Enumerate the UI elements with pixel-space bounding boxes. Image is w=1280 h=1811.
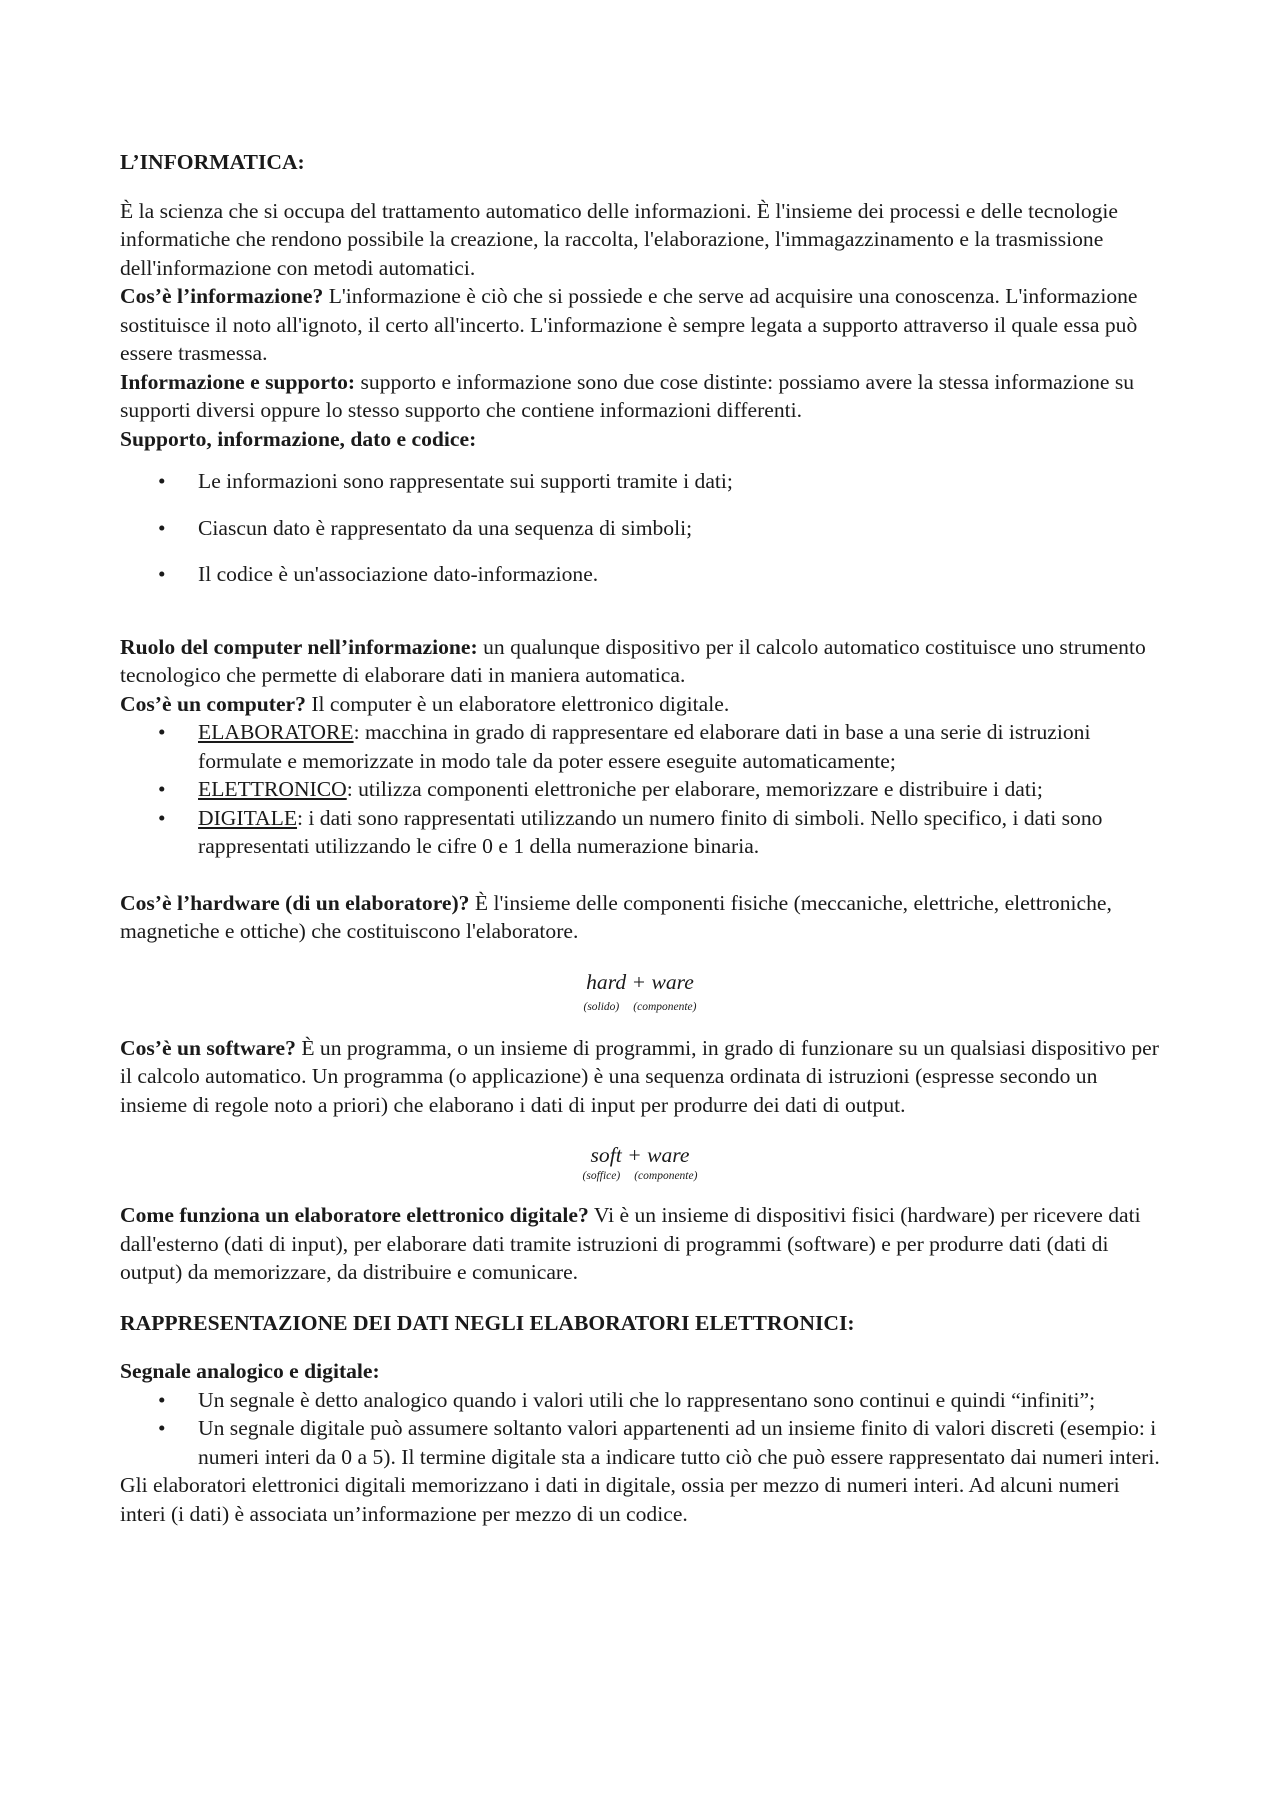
label-hardware: Cos’è l’hardware (di un elaboratore)? [120,890,470,915]
term-elettronico: ELETTRONICO [198,777,347,801]
intro-paragraph: È la scienza che si occupa del trattamento automatico delle informazioni. È l'insieme dei processi e delle tecnologie informatiche che rendono possibile la creazione, la raccolta, l'elaborazione, l'immagazzinamento e la trasmissione dell'informazione con metodi automatici. [120,198,1119,280]
paragraph-funzionamento [120,1201,1160,1287]
gloss-soffice: (soffice) [582,1170,621,1182]
list-item: • Ciascun dato è rappresentato da una sequenza di simboli; [120,514,1160,543]
list-item: • Le informazioni sono rappresentate sui supporti tramite i dati; [120,467,1160,496]
def-elaboratore: : macchina in grado di rappresentare ed elaborare dati in base a una serie di istruzioni formulate e memorizzate in modo tale da poter essere eseguite automaticamente; [198,720,1091,773]
list-item [120,775,1160,804]
label-informazione: Cos’è l’informazione? [120,284,324,308]
paragraph-software [120,1034,1160,1120]
label-segnale: Segnale analogico e digitale: [120,1359,380,1383]
list-item [120,718,1160,775]
text-funzionamento: Vi è un insieme di dispositivi fisici (hardware) per ricevere dati dall'esterno (dati di input), per elaborare dati tramite istruzioni di programmi (software) e per produrre dati (dati di output) da memorizzare, da distribuire e comunicare. [120,1203,1141,1284]
label-dato-codice: Supporto, informazione, dato e codice: [120,426,477,451]
text-informazione: L'informazione è ciò che si possiede e che serve ad acquisire una conoscenza. L'informazione sostituisce il noto all'ignoto, il certo all'incerto. L'informazione è sempre legata a supporto attraverso il quale essa può essere trasmessa. [120,284,1138,365]
list-item [120,804,1160,861]
label-computer: Cos’è un computer? [120,691,306,716]
paragraph-informazione [120,282,1160,368]
term-digitale: DIGITALE [198,805,298,830]
paragraph-computer [120,690,1160,719]
text-ruolo: un qualunque dispositivo per il calcolo automatico costituisce uno strumento tecnologico che permette di elaborare dati in maniera automatica. [120,634,1146,687]
label-funzionamento: Come funziona un elaboratore elettronico digitale? [120,1203,589,1227]
text-software: È un programma, o un insieme di programmi, in grado di funzionare su un qualsiasi dispositivo per il calcolo automatico. Un programma (o applicazione) è una sequenza ordinata di istruzioni (espresse secondo un insieme di regole noto a priori) che elaborano i dati di input per produrre dei dati di output. [120,1035,1159,1117]
document-page [120,148,1160,1528]
gloss-componente: (componente) [633,1000,697,1013]
software-word: soft + ware [590,1143,690,1167]
list-item: • Il codice è un'associazione dato-informazione. [120,560,1160,589]
label-software: Cos’è un software? [120,1035,296,1060]
list-segnale [120,1386,1160,1472]
gloss-solido: (solido) [583,1000,620,1013]
list-item: • Un segnale digitale può assumere soltanto valori appartenenti ad un insieme finito di valori discreti (esempio: i numeri interi da 0 a 5). Il termine digitale sta a indicare tutto ciò che può essere rappresentato dai numeri interi. [120,1414,1160,1471]
text-computer: Il computer è un elaboratore elettronico digitale. [305,691,730,716]
gloss-componente: (componente) [634,1170,698,1182]
software-gloss [120,1169,1160,1183]
label-ruolo: Ruolo del computer nell’informazione: [120,634,478,659]
paragraph-hardware [120,889,1160,946]
def-digitale: : i dati sono rappresentati utilizzando un numero finito di simboli. Nello specifico, i dati sono rappresentati utilizzando le cifre 0 e 1 della numerazione binaria. [198,805,1103,858]
list-item: • Un segnale è detto analogico quando i valori utili che lo rappresentano sono continui e quindi “infiniti”; [120,1386,1160,1415]
paragraph-closing: Gli elaboratori elettronici digitali memorizzano i dati in digitale, ossia per mezzo di numeri interi. Ad alcuni numeri interi (i dati) è associata un’informazione per mezzo di un codice. [120,1473,1120,1526]
section-title-rappresentazione: RAPPRESENTAZIONE DEI DATI NEGLI ELABORATORI ELETTRONICI: [120,1310,855,1335]
label-supporto: Informazione e supporto: [120,369,356,394]
term-elaboratore: ELABORATORE [198,720,354,744]
hardware-gloss [120,1000,1160,1014]
hardware-etymology [120,968,1160,1014]
text-hardware: È l'insieme delle componenti fisiche (meccaniche, elettriche, elettroniche, magnetiche e ottiche) che costituiscono l'elaboratore. [120,890,1112,943]
paragraph-supporto [120,368,1160,425]
text-supporto: supporto e informazione sono due cose distinte: possiamo avere la stessa informazione su supporti diversi oppure lo stesso supporto che contiene informazioni differenti. [120,369,1135,422]
def-elettronico: : utilizza componenti elettroniche per elaborare, memorizzare e distribuire i dati; [346,777,1043,801]
paragraph-ruolo [120,633,1160,690]
list-computer-defs [120,718,1160,861]
list-dato-codice [120,467,1160,589]
software-etymology [120,1141,1160,1183]
hardware-word: hard + ware [586,969,694,994]
section-title-informatica: L’INFORMATICA: [120,150,305,174]
